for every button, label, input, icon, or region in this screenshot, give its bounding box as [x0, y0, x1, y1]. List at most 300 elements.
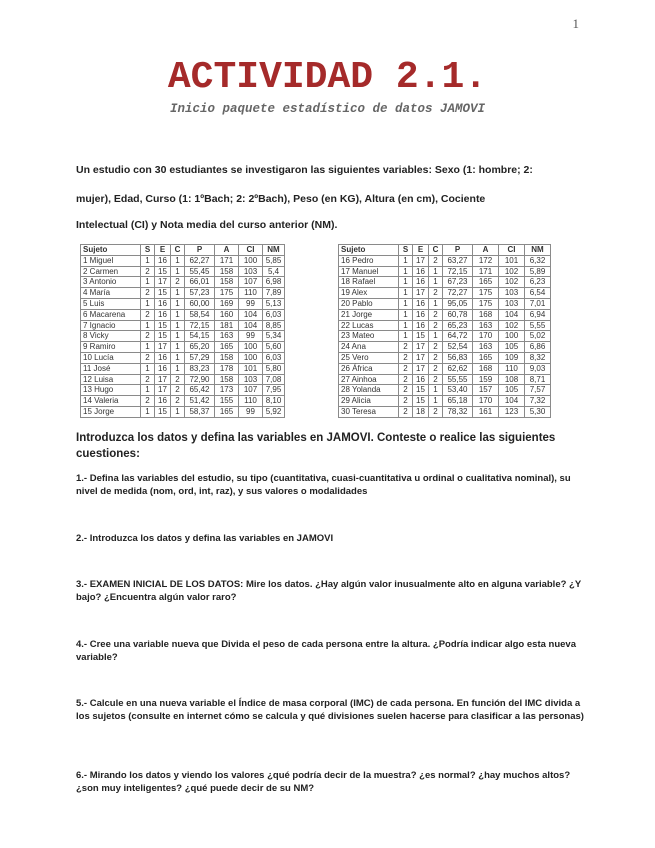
question-2: 2.- Introduzca los datos y defina las variables en JAMOVI	[76, 533, 334, 544]
value-cell: 1	[399, 277, 413, 288]
value-cell: 110	[239, 288, 263, 299]
value-cell: 2	[429, 342, 443, 353]
value-cell: 2	[399, 385, 413, 396]
value-cell: 1	[399, 331, 413, 342]
value-cell: 178	[215, 363, 239, 374]
value-cell: 103	[499, 288, 525, 299]
value-cell: 53,40	[443, 385, 473, 396]
value-cell: 16	[155, 298, 171, 309]
value-cell: 165	[473, 277, 499, 288]
table-row	[339, 331, 551, 342]
table-header-cell: P	[443, 245, 473, 256]
value-cell: 1	[171, 255, 185, 266]
value-cell: 2	[429, 309, 443, 320]
subject-cell: 30 Teresa	[339, 406, 399, 417]
subject-cell: 29 Alicia	[339, 396, 399, 407]
table-row	[339, 277, 551, 288]
table-row	[339, 298, 551, 309]
value-cell: 1	[171, 352, 185, 363]
value-cell: 15	[155, 288, 171, 299]
instructions: Introduzca los datos y defina las variables en JAMOVI. Conteste o realice las siguientes cuestiones:	[76, 432, 556, 460]
table-header-cell: A	[215, 245, 239, 256]
value-cell: 2	[399, 363, 413, 374]
value-cell: 8,32	[525, 352, 551, 363]
value-cell: 5,80	[263, 363, 285, 374]
value-cell: 62,27	[185, 255, 215, 266]
table-header-cell: Sujeto	[339, 245, 399, 256]
value-cell: 8,85	[263, 320, 285, 331]
value-cell: 17	[155, 385, 171, 396]
value-cell: 5,30	[525, 406, 551, 417]
value-cell: 2	[141, 309, 155, 320]
value-cell: 7,08	[263, 374, 285, 385]
value-cell: 58,37	[185, 406, 215, 417]
intro-line-3: Intelectual (CI) y Nota media del curso anterior (NM).	[76, 219, 338, 231]
value-cell: 5,85	[263, 255, 285, 266]
value-cell: 1	[399, 266, 413, 277]
value-cell: 72,15	[185, 320, 215, 331]
value-cell: 103	[499, 298, 525, 309]
question-6: 6.- Mirando los datos y viendo los valores ¿qué podría decir de la muestra? ¿es normal? ¿hay muchos altos? ¿son muy inteligentes? ¿qué puede decir de su NM?	[76, 770, 571, 794]
value-cell: 2	[429, 363, 443, 374]
value-cell: 107	[239, 385, 263, 396]
table-header-cell: E	[155, 245, 171, 256]
value-cell: 1	[141, 277, 155, 288]
value-cell: 65,42	[185, 385, 215, 396]
table-header-cell: CI	[499, 245, 525, 256]
intro-line-1: Un estudio con 30 estudiantes se investigaron las siguientes variables: Sexo (1: hombre; 2:	[76, 164, 533, 176]
table-row	[81, 385, 285, 396]
value-cell: 1	[171, 363, 185, 374]
value-cell: 15	[155, 320, 171, 331]
table-row	[339, 406, 551, 417]
value-cell: 6,86	[525, 342, 551, 353]
value-cell: 5,60	[263, 342, 285, 353]
value-cell: 2	[141, 266, 155, 277]
value-cell: 1	[141, 342, 155, 353]
value-cell: 5,02	[525, 331, 551, 342]
value-cell: 17	[155, 277, 171, 288]
subject-cell: 1 Miguel	[81, 255, 141, 266]
subject-cell: 23 Mateo	[339, 331, 399, 342]
value-cell: 60,78	[443, 309, 473, 320]
value-cell: 16	[413, 309, 429, 320]
value-cell: 1	[171, 266, 185, 277]
value-cell: 7,32	[525, 396, 551, 407]
value-cell: 16	[413, 298, 429, 309]
value-cell: 165	[473, 352, 499, 363]
value-cell: 158	[215, 277, 239, 288]
value-cell: 17	[413, 342, 429, 353]
value-cell: 6,32	[525, 255, 551, 266]
value-cell: 7,95	[263, 385, 285, 396]
value-cell: 2	[141, 352, 155, 363]
table-header-cell: S	[141, 245, 155, 256]
subject-cell: 13 Hugo	[81, 385, 141, 396]
value-cell: 15	[413, 331, 429, 342]
value-cell: 65,18	[443, 396, 473, 407]
value-cell: 15	[155, 266, 171, 277]
value-cell: 171	[473, 266, 499, 277]
value-cell: 1	[141, 363, 155, 374]
table-row	[81, 331, 285, 342]
value-cell: 62,62	[443, 363, 473, 374]
value-cell: 105	[499, 342, 525, 353]
subject-cell: 19 Alex	[339, 288, 399, 299]
value-cell: 16	[413, 266, 429, 277]
value-cell: 1	[429, 331, 443, 342]
value-cell: 2	[429, 352, 443, 363]
value-cell: 168	[473, 363, 499, 374]
value-cell: 163	[473, 320, 499, 331]
value-cell: 8,71	[525, 374, 551, 385]
value-cell: 1	[429, 396, 443, 407]
value-cell: 123	[499, 406, 525, 417]
value-cell: 159	[473, 374, 499, 385]
subject-cell: 12 Luisa	[81, 374, 141, 385]
value-cell: 66,01	[185, 277, 215, 288]
value-cell: 17	[155, 374, 171, 385]
subject-cell: 18 Rafael	[339, 277, 399, 288]
value-cell: 67,23	[443, 277, 473, 288]
value-cell: 1	[399, 255, 413, 266]
data-table-right	[338, 244, 551, 418]
subject-cell: 26 África	[339, 363, 399, 374]
value-cell: 1	[171, 320, 185, 331]
value-cell: 104	[499, 309, 525, 320]
value-cell: 9,03	[525, 363, 551, 374]
value-cell: 104	[239, 320, 263, 331]
table-header-cell: E	[413, 245, 429, 256]
table-header-cell: P	[185, 245, 215, 256]
value-cell: 16	[155, 396, 171, 407]
value-cell: 107	[239, 277, 263, 288]
value-cell: 170	[473, 396, 499, 407]
value-cell: 16	[413, 374, 429, 385]
table-row	[81, 352, 285, 363]
value-cell: 6,23	[525, 277, 551, 288]
value-cell: 170	[473, 331, 499, 342]
value-cell: 5,34	[263, 331, 285, 342]
value-cell: 165	[215, 342, 239, 353]
subject-cell: 15 Jorge	[81, 406, 141, 417]
value-cell: 17	[155, 342, 171, 353]
table-row	[339, 255, 551, 266]
value-cell: 1	[171, 331, 185, 342]
value-cell: 1	[171, 406, 185, 417]
value-cell: 110	[239, 396, 263, 407]
value-cell: 1	[429, 385, 443, 396]
value-cell: 2	[399, 352, 413, 363]
table-row	[81, 288, 285, 299]
table-header-cell: CI	[239, 245, 263, 256]
table-row	[339, 266, 551, 277]
subject-cell: 4 María	[81, 288, 141, 299]
subject-cell: 17 Manuel	[339, 266, 399, 277]
value-cell: 7,57	[525, 385, 551, 396]
value-cell: 2	[429, 288, 443, 299]
value-cell: 58,54	[185, 309, 215, 320]
value-cell: 173	[215, 385, 239, 396]
value-cell: 1	[429, 266, 443, 277]
subject-cell: 27 Ainhoa	[339, 374, 399, 385]
subject-cell: 25 Vero	[339, 352, 399, 363]
value-cell: 169	[215, 298, 239, 309]
value-cell: 161	[473, 406, 499, 417]
table-row	[81, 342, 285, 353]
value-cell: 15	[413, 385, 429, 396]
question-1: 1.- Defina las variables del estudio, su tipo (cuantitativa, cuasi-cuantitativa u ordinal o cualitativa nominal), su nivel de medida (nom, ord, int, raz), y sus valores o modalidades	[76, 473, 571, 497]
value-cell: 102	[499, 266, 525, 277]
value-cell: 104	[239, 309, 263, 320]
value-cell: 2	[141, 288, 155, 299]
value-cell: 54,15	[185, 331, 215, 342]
value-cell: 165	[215, 406, 239, 417]
value-cell: 1	[171, 298, 185, 309]
table-row	[339, 342, 551, 353]
table-row	[81, 255, 285, 266]
value-cell: 1	[141, 255, 155, 266]
page-number: 1	[572, 16, 579, 31]
value-cell: 2	[399, 406, 413, 417]
value-cell: 1	[141, 406, 155, 417]
value-cell: 65,23	[443, 320, 473, 331]
value-cell: 64,72	[443, 331, 473, 342]
table-row	[339, 352, 551, 363]
question-5: 5.- Calcule en una nueva variable el Índice de masa corporal (IMC) de cada persona. En función del IMC divida a los sujetos (consulte en internet cómo se calcula y qué divisiones suelen hacerse para clasificar a las personas)	[76, 698, 584, 722]
value-cell: 2	[141, 374, 155, 385]
value-cell: 160	[215, 309, 239, 320]
value-cell: 7,01	[525, 298, 551, 309]
value-cell: 99	[239, 331, 263, 342]
value-cell: 158	[215, 266, 239, 277]
value-cell: 1	[171, 342, 185, 353]
table-header-cell: Sujeto	[81, 245, 141, 256]
table-row	[339, 288, 551, 299]
subject-cell: 28 Yolanda	[339, 385, 399, 396]
value-cell: 105	[499, 385, 525, 396]
value-cell: 17	[413, 363, 429, 374]
table-row	[339, 396, 551, 407]
value-cell: 163	[215, 331, 239, 342]
table-row	[81, 320, 285, 331]
value-cell: 57,29	[185, 352, 215, 363]
table-row	[339, 385, 551, 396]
table-row	[339, 363, 551, 374]
table-header-cell: C	[429, 245, 443, 256]
value-cell: 101	[239, 363, 263, 374]
value-cell: 2	[429, 255, 443, 266]
value-cell: 102	[499, 277, 525, 288]
value-cell: 56,83	[443, 352, 473, 363]
value-cell: 15	[155, 331, 171, 342]
subject-cell: 14 Valeria	[81, 396, 141, 407]
value-cell: 8,10	[263, 396, 285, 407]
subject-cell: 9 Ramiro	[81, 342, 141, 353]
subject-cell: 7 Ignacio	[81, 320, 141, 331]
value-cell: 63,27	[443, 255, 473, 266]
table-row	[339, 374, 551, 385]
value-cell: 16	[155, 363, 171, 374]
value-cell: 5,89	[525, 266, 551, 277]
subject-cell: 3 Antonio	[81, 277, 141, 288]
value-cell: 101	[499, 255, 525, 266]
subject-cell: 11 José	[81, 363, 141, 374]
subject-cell: 16 Pedro	[339, 255, 399, 266]
value-cell: 175	[215, 288, 239, 299]
value-cell: 72,15	[443, 266, 473, 277]
value-cell: 99	[239, 406, 263, 417]
value-cell: 7,89	[263, 288, 285, 299]
value-cell: 158	[215, 352, 239, 363]
value-cell: 18	[413, 406, 429, 417]
value-cell: 1	[399, 288, 413, 299]
value-cell: 55,45	[185, 266, 215, 277]
value-cell: 16	[413, 320, 429, 331]
value-cell: 1	[171, 288, 185, 299]
table-row	[81, 374, 285, 385]
table-row	[81, 277, 285, 288]
page-subtitle: Inicio paquete estadístico de datos JAMOVI	[169, 102, 486, 116]
value-cell: 15	[155, 406, 171, 417]
value-cell: 57,23	[185, 288, 215, 299]
value-cell: 16	[155, 309, 171, 320]
value-cell: 2	[141, 331, 155, 342]
value-cell: 16	[155, 352, 171, 363]
value-cell: 5,4	[263, 266, 285, 277]
intro-line-2: mujer), Edad, Curso (1: 1ºBach; 2: 2ºBach), Peso (en KG), Altura (en cm), Cociente	[76, 193, 486, 205]
value-cell: 2	[399, 396, 413, 407]
value-cell: 1	[429, 298, 443, 309]
value-cell: 17	[413, 288, 429, 299]
value-cell: 72,90	[185, 374, 215, 385]
value-cell: 5,55	[525, 320, 551, 331]
value-cell: 17	[413, 352, 429, 363]
value-cell: 175	[473, 288, 499, 299]
value-cell: 1	[429, 277, 443, 288]
value-cell: 83,23	[185, 363, 215, 374]
value-cell: 52,54	[443, 342, 473, 353]
value-cell: 100	[239, 352, 263, 363]
value-cell: 110	[499, 363, 525, 374]
subject-cell: 10 Lucía	[81, 352, 141, 363]
value-cell: 65,20	[185, 342, 215, 353]
value-cell: 5,13	[263, 298, 285, 309]
value-cell: 2	[171, 277, 185, 288]
subject-cell: 8 Vicky	[81, 331, 141, 342]
value-cell: 6,03	[263, 352, 285, 363]
value-cell: 2	[171, 396, 185, 407]
value-cell: 1	[171, 309, 185, 320]
value-cell: 171	[215, 255, 239, 266]
value-cell: 78,32	[443, 406, 473, 417]
value-cell: 60,00	[185, 298, 215, 309]
table-row	[81, 298, 285, 309]
value-cell: 157	[473, 385, 499, 396]
value-cell: 72,27	[443, 288, 473, 299]
value-cell: 1	[399, 298, 413, 309]
value-cell: 155	[215, 396, 239, 407]
value-cell: 2	[171, 385, 185, 396]
table-header-cell: A	[473, 245, 499, 256]
question-3: 3.- EXAMEN INICIAL DE LOS DATOS: Mire los datos. ¿Hay algún valor inusualmente alto en alguna variable? ¿Y bajo? ¿Encuentra algún valor raro?	[76, 579, 582, 603]
value-cell: 1	[399, 320, 413, 331]
value-cell: 158	[215, 374, 239, 385]
value-cell: 100	[239, 342, 263, 353]
subject-cell: 2 Carmen	[81, 266, 141, 277]
value-cell: 109	[499, 352, 525, 363]
value-cell: 103	[239, 374, 263, 385]
table-row	[81, 266, 285, 277]
table-row	[81, 406, 285, 417]
table-header-cell: NM	[525, 245, 551, 256]
value-cell: 100	[499, 331, 525, 342]
value-cell: 1	[399, 309, 413, 320]
subject-cell: 20 Pablo	[339, 298, 399, 309]
table-row	[81, 363, 285, 374]
value-cell: 2	[429, 374, 443, 385]
subject-cell: 21 Jorge	[339, 309, 399, 320]
value-cell: 5,92	[263, 406, 285, 417]
table-header-cell: S	[399, 245, 413, 256]
value-cell: 15	[413, 396, 429, 407]
subject-cell: 6 Macarena	[81, 309, 141, 320]
subject-cell: 22 Lucas	[339, 320, 399, 331]
value-cell: 108	[499, 374, 525, 385]
question-4: 4.- Cree una variable nueva que Divida el peso de cada persona entre la altura. ¿Podría indicar algo esta nueva variable?	[76, 639, 576, 663]
value-cell: 100	[239, 255, 263, 266]
value-cell: 6,98	[263, 277, 285, 288]
subject-cell: 5 Luis	[81, 298, 141, 309]
value-cell: 2	[171, 374, 185, 385]
value-cell: 175	[473, 298, 499, 309]
value-cell: 104	[499, 396, 525, 407]
value-cell: 172	[473, 255, 499, 266]
value-cell: 95,05	[443, 298, 473, 309]
data-table-left	[80, 244, 285, 418]
table-row	[81, 396, 285, 407]
value-cell: 55,55	[443, 374, 473, 385]
value-cell: 16	[155, 255, 171, 266]
value-cell: 6,94	[525, 309, 551, 320]
table-row	[339, 320, 551, 331]
value-cell: 1	[141, 320, 155, 331]
value-cell: 6,03	[263, 309, 285, 320]
value-cell: 2	[429, 320, 443, 331]
value-cell: 2	[141, 396, 155, 407]
value-cell: 99	[239, 298, 263, 309]
table-header-cell: NM	[263, 245, 285, 256]
value-cell: 1	[141, 385, 155, 396]
value-cell: 2	[399, 374, 413, 385]
value-cell: 163	[473, 342, 499, 353]
value-cell: 17	[413, 255, 429, 266]
table-row	[339, 309, 551, 320]
subject-cell: 24 Ana	[339, 342, 399, 353]
value-cell: 1	[141, 298, 155, 309]
value-cell: 2	[429, 406, 443, 417]
value-cell: 51,42	[185, 396, 215, 407]
value-cell: 6,54	[525, 288, 551, 299]
table-row	[81, 309, 285, 320]
value-cell: 2	[399, 342, 413, 353]
page-title: ACTIVIDAD 2.1.	[167, 56, 488, 99]
table-header-cell: C	[171, 245, 185, 256]
value-cell: 16	[413, 277, 429, 288]
value-cell: 168	[473, 309, 499, 320]
value-cell: 181	[215, 320, 239, 331]
value-cell: 102	[499, 320, 525, 331]
